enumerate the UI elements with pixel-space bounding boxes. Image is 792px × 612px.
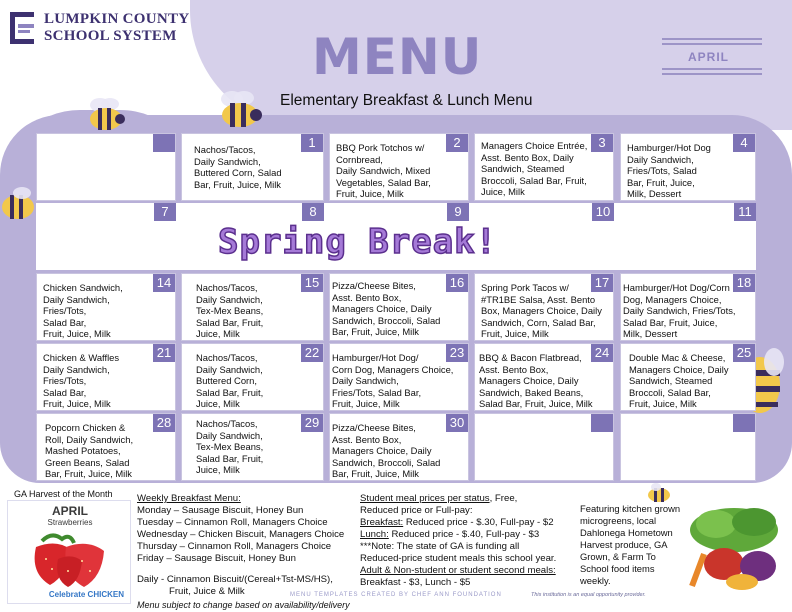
day-menu: Popcorn Chicken & Roll, Daily Sandwich, Mashed Potatoes, Green Beans, Salad Bar, Fruit, Juice, Milk xyxy=(45,422,134,480)
day-number: 2 xyxy=(446,134,468,152)
lunch-price: Reduced price - $.40, Full-pay - $3 xyxy=(388,529,540,540)
breakfast-price-label: Breakfast: xyxy=(360,517,404,528)
harvest-title: GA Harvest of the Month xyxy=(14,489,113,499)
day-menu: BBQ & Bacon Flatbread, Asst. Bento Box, Managers Choice, Daily Sandwich, Baked Beans, Salad Bar, Fruit, Juice, Milk xyxy=(479,352,593,410)
day-number: 22 xyxy=(301,344,323,362)
page-subtitle: Elementary Breakfast & Lunch Menu xyxy=(280,92,533,109)
calendar-cell xyxy=(620,133,756,201)
day-menu: Nachos/Tacos, Daily Sandwich, Buttered Corn, Salad Bar, Fruit, Juice, Milk xyxy=(194,144,282,190)
calendar-cell xyxy=(329,413,469,481)
harvest-tagline: Celebrate CHICKEN xyxy=(48,590,124,599)
blank-number-box xyxy=(591,414,613,432)
day-number: 9 xyxy=(447,203,469,221)
day-number: 15 xyxy=(301,274,323,292)
day-menu: Nachos/Tacos, Daily Sandwich, Tex-Mex Beans, Salad Bar, Fruit, Juice, Milk xyxy=(196,418,264,476)
meal-prices xyxy=(360,493,556,589)
day-number: 18 xyxy=(733,274,755,292)
day-number: 29 xyxy=(301,414,323,432)
prices-note: Reduced-price student meals this school year. xyxy=(360,553,557,564)
featuring-text: Featuring kitchen grown microgreens, local Dahlonega Hometown Harvest produce, GA Grown, & Farm To School food items weekly. xyxy=(580,503,681,586)
day-menu: Hamburger/Hot Dog/Corn Dog, Managers Choice, Daily Sandwich, Fries/Tots, Salad Bar, Fruit, Juice, Milk, Dessert xyxy=(623,282,736,340)
school-logo xyxy=(8,10,189,46)
calendar-cell xyxy=(620,343,756,411)
vegetables-icon xyxy=(684,500,788,592)
calendar-cell xyxy=(36,203,176,270)
day-menu: Chicken Sandwich, Daily Sandwich, Fries/Tots, Salad Bar, Fruit, Juice, Milk xyxy=(43,282,123,340)
day-menu: Pizza/Cheese Bites, Asst. Bento Box, Managers Choice, Daily Sandwich, Broccoli, Salad Bar, Fruit, Juice, Milk xyxy=(332,280,441,338)
day-number: 4 xyxy=(733,134,755,152)
bee-icon xyxy=(0,185,40,225)
calendar-cell xyxy=(36,273,176,341)
calendar-cell xyxy=(181,413,324,481)
day-number: 24 xyxy=(591,344,613,362)
calendar-cell xyxy=(620,273,756,341)
day-menu: BBQ Pork Totchos w/ Cornbread, Daily Sandwich, Mixed Vegetables, Salad Bar, Fruit, Juice, Milk xyxy=(336,142,431,200)
bee-icon xyxy=(644,482,674,504)
prices-heading-tail: , Free, xyxy=(489,493,518,504)
breakfast-menu xyxy=(137,493,344,598)
calendar-cell xyxy=(474,273,614,341)
logo-line2: SCHOOL SYSTEM xyxy=(44,28,177,44)
day-menu: Hamburger/Hot Dog/ Corn Dog, Managers Choice, Daily Sandwich, Fries/Tots, Salad Bar, Fruit, Juice, Milk xyxy=(332,352,454,410)
breakfast-line: Tuesday – Cinnamon Roll, Managers Choice xyxy=(137,517,328,528)
day-number: 11 xyxy=(734,203,756,221)
logo-line1: LUMPKIN COUNTY xyxy=(44,11,190,27)
day-number: 7 xyxy=(154,203,176,221)
bee-icon xyxy=(80,95,132,135)
calendar-cell xyxy=(474,343,614,411)
calendar-cell-empty xyxy=(36,133,176,201)
day-menu: Nachos/Tacos, Daily Sandwich, Buttered Corn, Salad Bar, Fruit, Juice, Milk xyxy=(196,352,264,410)
breakfast-price: Reduced price - $.30, Full-pay - $2 xyxy=(403,517,554,528)
day-number: 1 xyxy=(301,134,323,152)
equal-opportunity: This institution is an equal opportunity provider. xyxy=(531,592,646,598)
calendar-cell-empty xyxy=(474,413,614,481)
calendar-cell xyxy=(36,413,176,481)
prices-note: ***Note: The state of GA is funding all xyxy=(360,541,520,552)
day-menu: Spring Pork Tacos w/ #TR1BE Salsa, Asst. Bento Box, Managers Choice, Daily Sandwich, Corn, Salad Bar, Fruit, Juice, Milk xyxy=(481,282,602,340)
day-menu: Chicken & Waffles Daily Sandwich, Fries/Tots, Salad Bar, Fruit, Juice, Milk xyxy=(43,352,120,410)
breakfast-line: Thursday – Cinnamon Roll, Managers Choice xyxy=(137,541,332,552)
day-menu: Pizza/Cheese Bites, Asst. Bento Box, Managers Choice, Daily Sandwich, Broccoli, Salad Bar, Fruit, Juice, Milk xyxy=(332,422,441,480)
spring-break-banner: Spring Break! xyxy=(218,222,498,262)
page-title: MENU xyxy=(312,28,483,86)
breakfast-daily: Daily - Cinnamon Biscuit/(Cereal+Tst-MS/HS), xyxy=(137,574,333,585)
menu-disclaimer: Menu subject to change based on availability/delivery xyxy=(137,600,350,610)
calendar-cell xyxy=(329,343,469,411)
logo-icon xyxy=(8,10,38,46)
month-label: APRIL xyxy=(688,50,729,64)
day-menu: Managers Choice Entrée, Asst. Bento Box, Daily Sandwich, Steamed Broccoli, Salad Bar, Fruit, Juice, Milk xyxy=(481,140,588,198)
calendar-cell xyxy=(620,203,756,270)
header-background xyxy=(190,0,792,130)
day-menu: Nachos/Tacos, Daily Sandwich, Tex-Mex Beans, Salad Bar, Fruit, Juice, Milk xyxy=(196,282,264,340)
day-number: 23 xyxy=(446,344,468,362)
prices-heading: Student meal prices per status xyxy=(360,493,490,504)
adult-prices: Breakfast - $3, Lunch - $5 xyxy=(360,577,471,588)
lunch-price-label: Lunch: xyxy=(360,529,389,540)
month-stripe xyxy=(662,38,762,40)
month-stripe xyxy=(662,68,762,70)
calendar-cell xyxy=(329,273,469,341)
day-number: 8 xyxy=(302,203,324,221)
day-number: 3 xyxy=(591,134,613,152)
day-number: 30 xyxy=(446,414,468,432)
calendar-cell xyxy=(329,133,469,201)
calendar-cell-empty xyxy=(620,413,756,481)
strawberry-icon xyxy=(22,529,118,591)
adult-heading: Adult & Non-student or student second meals: xyxy=(360,565,556,576)
harvest-item: Strawberries xyxy=(47,518,93,527)
calendar-cell xyxy=(181,273,324,341)
day-menu: Double Mac & Cheese, Managers Choice, Daily Sandwich, Steamed Broccoli, Salad Bar, Fruit, Juice, Milk xyxy=(629,352,729,410)
breakfast-heading: Weekly Breakfast Menu: xyxy=(137,493,241,504)
day-menu: Hamburger/Hot Dog Daily Sandwich, Fries/Tots, Salad Bar, Fruit, Juice, Milk, Dessert xyxy=(627,142,711,200)
breakfast-line: Wednesday – Chicken Biscuit, Managers Choice xyxy=(137,529,345,540)
breakfast-line: Friday – Sausage Biscuit, Honey Bun xyxy=(137,553,296,564)
day-number: 25 xyxy=(733,344,755,362)
breakfast-line: Monday – Sausage Biscuit, Honey Bun xyxy=(137,505,304,516)
day-number: 21 xyxy=(153,344,175,362)
calendar-cell xyxy=(474,133,614,201)
calendar-cell xyxy=(181,133,324,201)
day-number: 16 xyxy=(446,274,468,292)
calendar-cell xyxy=(36,343,176,411)
template-credit: MENU TEMPLATES CREATED BY CHEF ANN FOUNDATION xyxy=(290,592,502,598)
month-stripe xyxy=(662,43,762,45)
blank-number-box xyxy=(733,414,755,432)
day-number: 17 xyxy=(591,274,613,292)
bee-icon xyxy=(210,88,268,132)
harvest-card xyxy=(7,500,131,604)
breakfast-daily: Fruit, Juice & Milk xyxy=(169,586,245,597)
harvest-month: APRIL xyxy=(52,504,88,518)
calendar-cell xyxy=(181,343,324,411)
day-number: 10 xyxy=(592,203,614,221)
prices-line: Reduced price or Full-pay: xyxy=(360,505,473,516)
day-number: 28 xyxy=(153,414,175,432)
month-stripe xyxy=(662,73,762,75)
blank-number-box xyxy=(153,134,175,152)
day-number: 14 xyxy=(153,274,175,292)
